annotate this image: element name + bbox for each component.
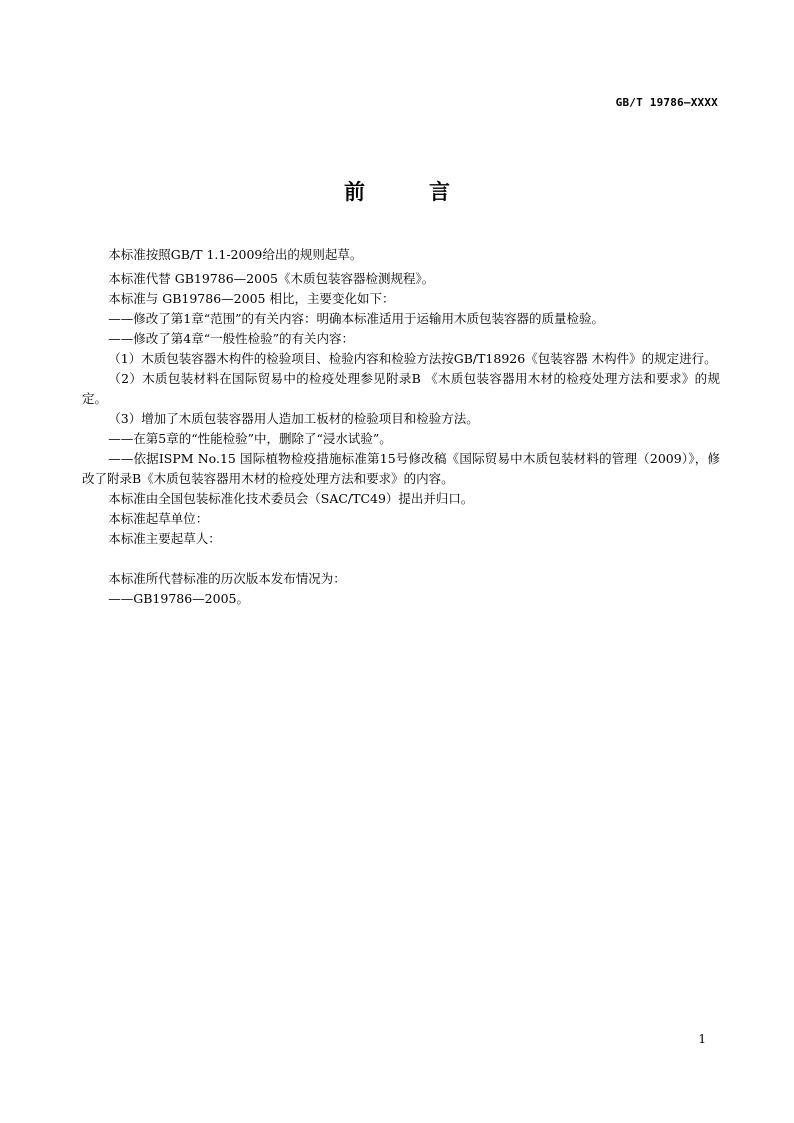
paragraph-item-1: （1）木质包装容器木构件的检验项目、检验内容和检验方法按GB/T18926《包装容器 木构件》的规定进行。 (108, 351, 717, 366)
paragraph-change-scope: ——修改了第1章“范围”的有关内容：明确本标准适用于运输用木质包装容器的质量检验。 (108, 311, 604, 326)
page-number: 1 (698, 1032, 706, 1046)
paragraph-main-changes: 本标准与 GB19786—2005 相比，主要变化如下： (108, 291, 395, 306)
document-code: GB/T 19786—XXXX (615, 96, 718, 109)
paragraph-history: 本标准所代替标准的历次版本发布情况为： (108, 571, 346, 586)
paragraph-replaces: 本标准代替 GB19786—2005《木质包装容器检测规程》。 (108, 271, 435, 286)
paragraph-change-general-inspection: ——修改了第4章“一般性检验”的有关内容： (108, 331, 354, 346)
paragraph-history-item: ——GB19786—2005。 (108, 591, 249, 606)
paragraph-item-3: （3）增加了木质包装容器用人造加工板材的检验项目和检验方法。 (108, 411, 479, 426)
paragraph-drafting-rules: 本标准按照GB/T 1.1-2009给出的规则起草。 (108, 247, 363, 262)
paragraph-drafters: 本标准主要起草人： (108, 531, 221, 546)
paragraph-change-ispm: ——依据ISPM No.15 国际植物检疫措施标准第15号修改稿《国际贸易中木质包装材料的管理（2009）》，修改了附录B《木质包装容器用木材的检疫处理方法和要求》的内容。 (82, 451, 720, 486)
paragraph-proposer: 本标准由全国包装标准化技术委员会（SAC/TC49）提出并归口。 (108, 491, 474, 506)
foreword-body (82, 245, 720, 609)
paragraph-item-2: （2）木质包装材料在国际贸易中的检疫处理参见附录B 《木质包装容器用木材的检疫处理方法和要求》的规定。 (82, 371, 720, 406)
paragraph-change-performance: ——在第5章的“性能检验”中，删除了“浸水试验”。 (108, 431, 392, 446)
page-title: 前言 (344, 180, 514, 204)
paragraph-drafting-unit: 本标准起草单位： (108, 511, 209, 526)
